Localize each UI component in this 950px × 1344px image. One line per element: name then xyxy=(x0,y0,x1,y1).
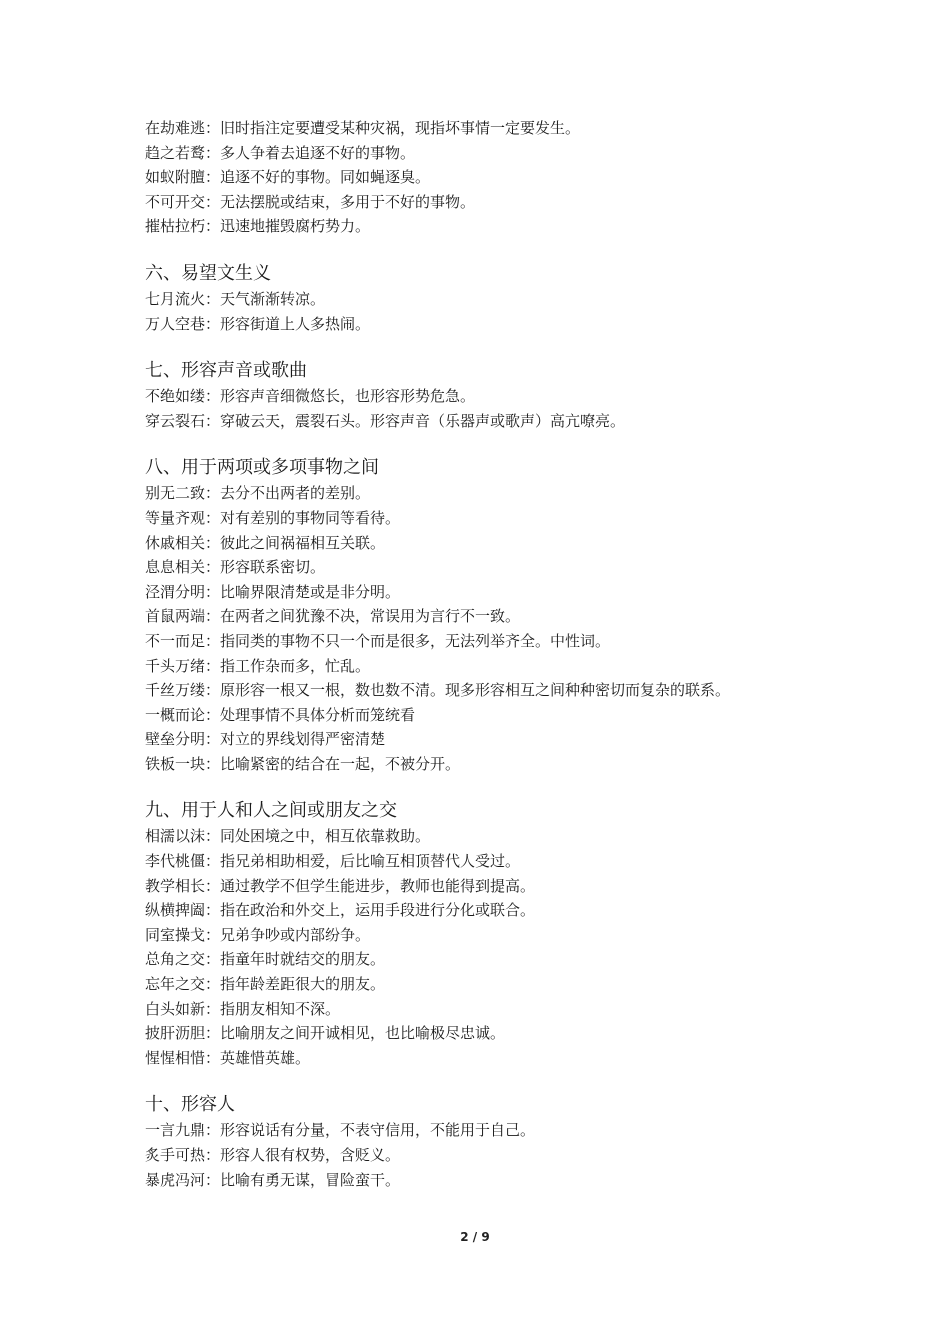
idiom-entry: 如蚁附膻：追逐不好的事物。同如蝇逐臭。 xyxy=(145,168,431,187)
idiom-entry: 万人空巷：形容街道上人多热闹。 xyxy=(145,314,371,333)
idiom-entry: 在劫难逃：旧时指注定要遭受某种灾祸，现指坏事情一定要发生。 xyxy=(145,119,581,137)
section-gap xyxy=(145,433,845,455)
idiom-entry: 一言九鼎：形容说话有分量，不表守信用，不能用于自己。 xyxy=(145,1121,536,1140)
idiom-entry: 不一而足：指同类的事物不只一个而是很多，无法列举齐全。中性词。 xyxy=(145,631,611,650)
idiom-entry: 白头如新：指朋友相知不深。 xyxy=(145,999,341,1018)
section-gap xyxy=(145,239,845,261)
section-heading: 八、用于两项或多项事物之间 xyxy=(145,457,379,479)
idiom-entry: 首鼠两端：在两者之间犹豫不决，常误用为言行不一致。 xyxy=(145,607,521,626)
idiom-entry: 披肝沥胆：比喻朋友之间开诚相见，也比喻极尽忠诚。 xyxy=(145,1024,506,1043)
section-1 xyxy=(145,239,845,336)
idiom-entry: 壁垒分明：对立的界线划得严密清楚 xyxy=(145,730,386,749)
idiom-entry: 惺惺相惜：英雄惜英雄。 xyxy=(145,1048,311,1067)
document-body xyxy=(145,116,845,1192)
section-heading: 六、易望文生义 xyxy=(145,262,271,284)
idiom-entry: 暴虎冯河：比喻有勇无谋，冒险蛮干。 xyxy=(145,1170,401,1189)
section-heading: 七、形容声音或歌曲 xyxy=(145,360,307,382)
idiom-entry: 纵横捭阖：指在政治和外交上，运用手段进行分化或联合。 xyxy=(145,901,536,920)
idiom-entry: 相濡以沫：同处困境之中，相互依靠救助。 xyxy=(145,827,431,846)
idiom-entry: 不绝如缕：形容声音细微悠长，也形容形势危急。 xyxy=(145,387,476,406)
idiom-entry: 千丝万缕：原形容一根又一根，数也数不清。现多形容相互之间种种密切而复杂的联系。 xyxy=(145,681,731,700)
idiom-entry: 泾渭分明：比喻界限清楚或是非分明。 xyxy=(145,582,401,601)
section-3 xyxy=(145,433,845,776)
idiom-entry: 七月流火：天气渐渐转凉。 xyxy=(145,289,326,308)
idiom-entry: 千头万绪：指工作杂而多，忙乱。 xyxy=(145,656,371,675)
idiom-entry: 别无二致：去分不出两者的差别。 xyxy=(145,484,371,503)
section-5 xyxy=(145,1070,845,1192)
section-4 xyxy=(145,776,845,1070)
idiom-entry: 总角之交：指童年时就结交的朋友。 xyxy=(145,950,386,969)
idiom-entry: 李代桃僵：指兄弟相助相爱，后比喻互相顶替代人受过。 xyxy=(145,852,521,871)
section-gap xyxy=(145,776,845,798)
idiom-entry: 休戚相关：彼此之间祸福相互关联。 xyxy=(145,533,386,552)
idiom-entry: 炙手可热：形容人很有权势，含贬义。 xyxy=(145,1146,401,1164)
idiom-entry: 摧枯拉朽：迅速地摧毁腐朽势力。 xyxy=(145,217,371,236)
idiom-entry: 不可开交：无法摆脱或结束，多用于不好的事物。 xyxy=(145,192,476,211)
idiom-entry: 息息相关：形容联系密切。 xyxy=(145,558,326,577)
section-0 xyxy=(145,116,845,239)
idiom-entry: 教学相长：通过教学不但学生能进步，教师也能得到提高。 xyxy=(145,876,536,895)
section-heading: 九、用于人和人之间或朋友之交 xyxy=(145,800,397,822)
idiom-entry: 同室操戈：兄弟争吵或内部纷争。 xyxy=(145,925,371,944)
idiom-entry: 一概而论：处理事情不具体分析而笼统看 xyxy=(145,705,416,724)
section-2 xyxy=(145,336,845,433)
idiom-entry: 等量齐观：对有差别的事物同等看待。 xyxy=(145,508,401,527)
section-gap xyxy=(145,1070,845,1092)
section-gap xyxy=(145,336,845,358)
section-heading: 十、形容人 xyxy=(145,1094,235,1116)
idiom-entry: 忘年之交：指年龄差距很大的朋友。 xyxy=(145,975,386,994)
idiom-entry: 穿云裂石：穿破云天，震裂石头。形容声音（乐器声或歌声）高亢嘹亮。 xyxy=(145,411,626,430)
page-number: 2 / 9 xyxy=(460,1230,490,1244)
idiom-entry: 铁板一块：比喻紧密的结合在一起，不被分开。 xyxy=(145,754,461,773)
idiom-entry: 趋之若鹜：多人争着去追逐不好的事物。 xyxy=(145,143,416,162)
